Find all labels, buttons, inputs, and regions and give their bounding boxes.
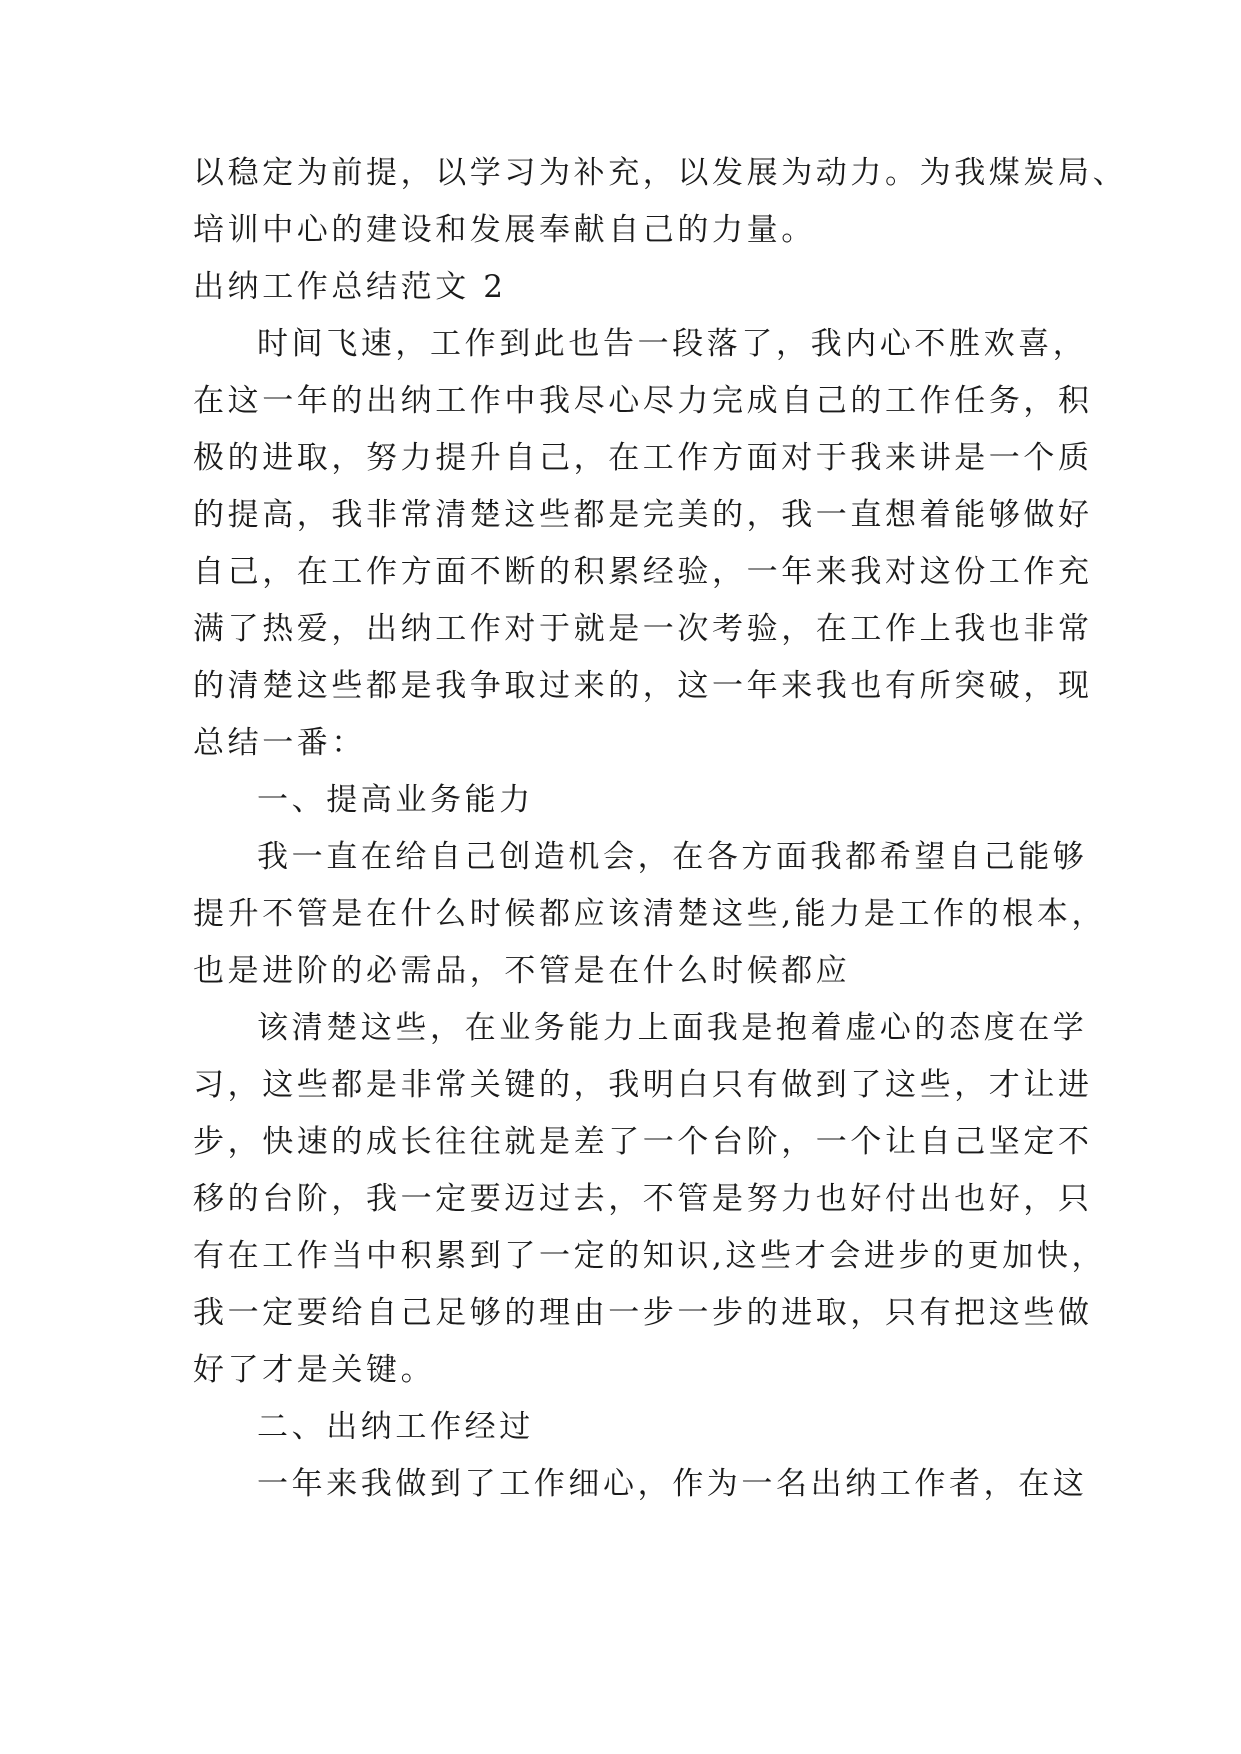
subsection-heading: 二、出纳工作经过 [257, 1409, 534, 1445]
paragraph-first-line: 我一直在给自己创造机会，在各方面我都希望自己能够 [257, 839, 1088, 875]
subsection-heading: 一、提高业务能力 [257, 782, 534, 818]
text-line: 移的台阶，我一定要迈过去，不管是努力也好付出也好，只 [193, 1181, 1093, 1217]
paragraph-first-line: 该清楚这些，在业务能力上面我是抱着虚心的态度在学 [257, 1010, 1088, 1046]
text-line: 有在工作当中积累到了一定的知识,这些才会进步的更加快， [193, 1238, 1107, 1274]
section-title: 出纳工作总结范文 2 [193, 269, 507, 305]
text-line: 培训中心的建设和发展奉献自己的力量。 [193, 212, 816, 248]
paragraph-first-line: 一年来我做到了工作细心，作为一名出纳工作者，在这 [257, 1466, 1088, 1502]
text-line: 以稳定为前提，以学习为补充，以发展为动力。为我煤炭局、 [193, 155, 1128, 191]
paragraph-first-line: 时间飞速，工作到此也告一段落了，我内心不胜欢喜， [257, 326, 1088, 362]
text-line: 总结一番： [193, 725, 366, 761]
text-line: 我一定要给自己足够的理由一步一步的进取，只有把这些做 [193, 1295, 1093, 1331]
text-line: 满了热爱，出纳工作对于就是一次考验，在工作上我也非常 [193, 611, 1093, 647]
text-line: 习，这些都是非常关键的，我明白只有做到了这些，才让进 [193, 1067, 1093, 1103]
text-line: 步，快速的成长往往就是差了一个台阶，一个让自己坚定不 [193, 1124, 1093, 1160]
text-line: 的提高，我非常清楚这些都是完美的，我一直想着能够做好 [193, 497, 1093, 533]
text-line: 提升不管是在什么时候都应该清楚这些,能力是工作的根本， [193, 896, 1107, 932]
text-line: 极的进取，努力提升自己，在工作方面对于我来讲是一个质 [193, 440, 1093, 476]
text-line: 好了才是关键。 [193, 1352, 436, 1388]
text-line: 的清楚这些都是我争取过来的，这一年来我也有所突破，现 [193, 668, 1093, 704]
text-line: 也是进阶的必需品，不管是在什么时候都应 [193, 953, 851, 989]
text-line: 在这一年的出纳工作中我尽心尽力完成自己的工作任务，积 [193, 383, 1093, 419]
text-line: 自己，在工作方面不断的积累经验，一年来我对这份工作充 [193, 554, 1093, 590]
